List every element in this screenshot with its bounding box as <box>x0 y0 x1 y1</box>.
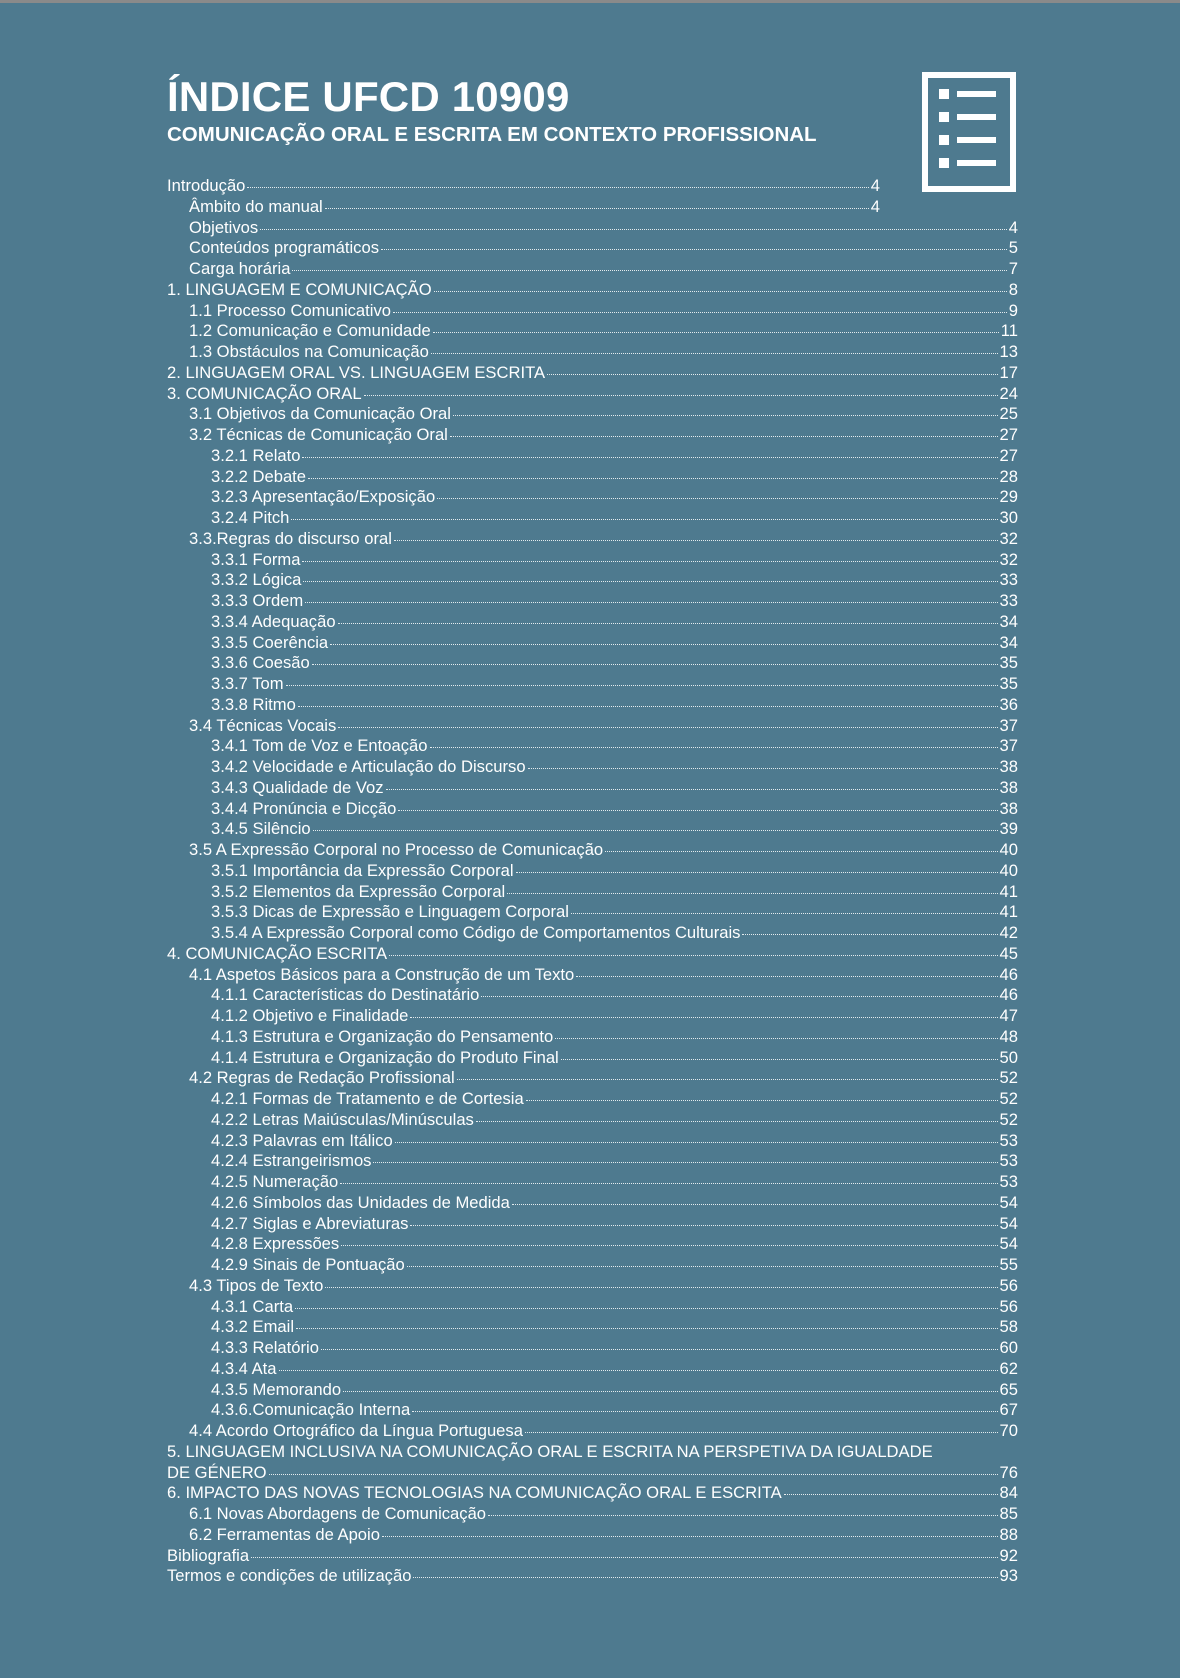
page-title: ÍNDICE UFCD 10909 <box>167 73 570 120</box>
toc-page-number: 33 <box>999 570 1018 590</box>
toc-page-number: 67 <box>999 1400 1018 1420</box>
toc-entry[interactable] <box>167 861 1018 882</box>
toc-dot-leader <box>407 1266 998 1267</box>
toc-page-number: 54 <box>999 1192 1018 1212</box>
toc-dot-leader <box>312 664 998 665</box>
toc-page-number: 76 <box>999 1462 1018 1482</box>
toc-entry-label: 3.2 Técnicas de Comunicação Oral <box>189 425 448 444</box>
toc-page-number: 47 <box>999 1006 1018 1025</box>
toc-dot-leader <box>430 747 998 748</box>
toc-dot-leader <box>561 1059 998 1060</box>
toc-dot-leader <box>488 1515 997 1516</box>
toc-entry[interactable] <box>167 633 1018 654</box>
toc-entry-label: 3.3.7 Tom <box>211 674 284 693</box>
toc-entry[interactable] <box>167 1193 1018 1214</box>
toc-entry-label: 3.4 Técnicas Vocais <box>189 715 337 735</box>
toc-dot-leader <box>605 851 997 852</box>
toc-entry-label: 4.3.1 Carta <box>211 1296 294 1316</box>
toc-entry-label: 3.3.3 Ordem <box>211 591 304 610</box>
toc-entry-label: 5. LINGUAGEM INCLUSIVA NA COMUNICAÇÃO ORAL E ESCRITA NA PERSPETIVA DA IGUALDADE <box>167 1441 933 1461</box>
toc-entry-label: 4.2 Regras de Redação Profissional <box>189 1068 455 1088</box>
toc-dot-leader <box>547 374 997 375</box>
toc-entry-label: 4. COMUNICAÇÃO ESCRITA <box>167 943 388 963</box>
toc-entry-label: 4.1.4 Estrutura e Organização do Produto Final <box>211 1047 559 1067</box>
toc-dot-leader <box>393 312 1007 313</box>
toc-page-number: 52 <box>999 1089 1018 1108</box>
toc-entry[interactable] <box>167 674 1018 695</box>
toc-page-number: 55 <box>999 1255 1018 1274</box>
toc-page-number: 41 <box>999 902 1018 922</box>
toc-dot-leader <box>325 208 869 209</box>
toc-entry[interactable] <box>167 840 1018 861</box>
toc-entry[interactable] <box>167 550 1018 571</box>
toc-entry-label: 6. IMPACTO DAS NOVAS TECNOLOGIAS NA COMUNICAÇÃO ORAL E ESCRITA <box>167 1483 782 1503</box>
toc-page-number: 92 <box>999 1545 1018 1565</box>
toc-page-number: 39 <box>999 819 1018 839</box>
toc-dot-leader <box>516 872 998 873</box>
toc-page-number: 54 <box>999 1213 1018 1233</box>
toc-dot-leader <box>321 1349 998 1350</box>
toc-entry-label: 3.3.8 Ritmo <box>211 694 296 714</box>
toc-entry-label: DE GÉNERO <box>167 1462 267 1482</box>
toc-dot-leader <box>308 478 998 479</box>
toc-entry-label: 4.4 Acordo Ortográfico da Língua Portuguesa <box>189 1421 523 1440</box>
toc-entry-label: 3.5.2 Elementos da Expressão Corporal <box>211 881 506 901</box>
toc-entry[interactable] <box>167 1089 1018 1110</box>
toc-page-number: 37 <box>999 736 1018 756</box>
toc-entry[interactable] <box>167 736 1018 757</box>
toc-entry[interactable] <box>167 467 1018 488</box>
toc-entry[interactable] <box>167 1566 1018 1587</box>
toc-dot-leader <box>247 187 868 188</box>
toc-entry[interactable] <box>167 716 1018 737</box>
toc-entry[interactable] <box>167 301 1018 322</box>
toc-dot-leader <box>434 291 1007 292</box>
toc-entry-label: 4.3.3 Relatório <box>211 1338 319 1357</box>
toc-dot-leader <box>330 644 997 645</box>
toc-dot-leader <box>507 893 997 894</box>
toc-entry[interactable] <box>167 1359 1018 1380</box>
toc-dot-leader <box>305 602 997 603</box>
toc-entry[interactable] <box>167 1297 1018 1318</box>
toc-entry-label: 4.1.1 Características do Destinatário <box>211 985 480 1005</box>
toc-page-number: 36 <box>999 694 1018 714</box>
toc-entry-label: 4.2.4 Estrangeirismos <box>211 1151 372 1171</box>
toc-page-number: 24 <box>999 383 1018 403</box>
toc-entry-label: 3.5.3 Dicas de Expressão e Linguagem Corporal <box>211 902 569 922</box>
toc-entry-label: 3.1 Objetivos da Comunicação Oral <box>189 404 451 424</box>
toc-dot-leader <box>251 1557 997 1558</box>
toc-entry[interactable] <box>167 944 1018 965</box>
toc-page-number: 11 <box>1000 321 1018 341</box>
toc-entry[interactable] <box>167 259 1018 280</box>
toc-entry[interactable] <box>167 1048 1018 1069</box>
toc-page-number: 54 <box>999 1234 1018 1254</box>
toc-entry-label: 4.2.7 Siglas e Abreviaturas <box>211 1213 409 1233</box>
toc-dot-leader <box>412 1411 997 1412</box>
toc-page-number: 53 <box>999 1130 1018 1150</box>
toc-entry-label: 3.2.1 Relato <box>211 445 301 465</box>
toc-entry[interactable] <box>167 882 1018 903</box>
toc-page-number: 33 <box>999 591 1018 610</box>
toc-dot-leader <box>291 519 997 520</box>
toc-page-number: 34 <box>999 611 1018 631</box>
toc-page-number: 53 <box>999 1151 1018 1171</box>
toc-entry[interactable] <box>167 757 1018 778</box>
toc-entry-label: 3.2.4 Pitch <box>211 508 290 527</box>
toc-entry-label: 3.5.1 Importância da Expressão Corporal <box>211 860 514 880</box>
toc-entry[interactable] <box>167 1172 1018 1193</box>
toc-page-number: 37 <box>999 715 1018 735</box>
toc-entry[interactable] <box>167 176 880 197</box>
toc-entry[interactable] <box>167 570 1018 591</box>
toc-entry-label: 4.3.2 Email <box>211 1317 295 1337</box>
toc-entry-label: 1.1 Processo Comunicativo <box>189 300 391 320</box>
toc-page-number: 50 <box>999 1047 1018 1067</box>
toc-page-number: 38 <box>999 798 1018 818</box>
toc-dot-leader <box>398 810 997 811</box>
toc-entry[interactable] <box>167 529 1018 550</box>
toc-entry-label: 3.4.2 Velocidade e Articulação do Discurso <box>211 757 526 776</box>
toc-dot-leader <box>431 353 998 354</box>
toc-page-number: 70 <box>999 1421 1018 1440</box>
toc-entry[interactable] <box>167 1006 1018 1027</box>
toc-dot-leader <box>292 270 1006 271</box>
toc-dot-leader <box>525 1432 998 1433</box>
toc-entry-label: Bibliografia <box>167 1545 250 1565</box>
toc-entry-label: 1.2 Comunicação e Comunidade <box>189 321 431 341</box>
toc-entry[interactable] <box>167 1463 1018 1484</box>
toc-entry[interactable] <box>167 1504 1018 1525</box>
toc-page-number: 93 <box>999 1566 1018 1586</box>
toc-entry[interactable] <box>167 1483 1018 1504</box>
toc-dot-leader <box>325 1287 997 1288</box>
toc-entry-label: 3.4.3 Qualidade de Voz <box>211 777 384 797</box>
toc-entry-label: 4.3.5 Memorando <box>211 1379 342 1399</box>
toc-page-number: 5 <box>1008 238 1018 258</box>
toc-entry[interactable] <box>167 1546 1018 1567</box>
toc-dot-leader <box>296 1328 998 1329</box>
toc-dot-leader <box>381 249 1007 250</box>
toc-page-number: 41 <box>999 881 1018 901</box>
toc-dot-leader <box>410 1017 997 1018</box>
toc-page-number: 58 <box>999 1317 1018 1337</box>
toc-entry[interactable] <box>167 1255 1018 1276</box>
toc-entry[interactable] <box>167 819 1018 840</box>
toc-entry[interactable] <box>167 1317 1018 1338</box>
toc-dot-leader <box>343 1391 997 1392</box>
toc-entry[interactable] <box>167 1151 1018 1172</box>
toc-entry[interactable] <box>167 923 1018 944</box>
toc-entry[interactable] <box>167 321 1018 342</box>
toc-dot-leader <box>382 1536 998 1537</box>
toc-dot-leader <box>453 415 998 416</box>
toc-dot-leader <box>555 1038 997 1039</box>
toc-dot-leader <box>450 436 998 437</box>
toc-entry[interactable] <box>167 965 1018 986</box>
toc-dot-leader <box>476 1121 998 1122</box>
toc-page-number: 27 <box>999 445 1018 465</box>
toc-entry-label: Objetivos <box>189 217 259 237</box>
toc-entry[interactable] <box>167 1442 1018 1463</box>
toc-entry-label: 4.2.6 Símbolos das Unidades de Medida <box>211 1192 510 1212</box>
toc-entry-label: Termos e condições de utilização <box>167 1566 412 1586</box>
toc-entry[interactable] <box>167 487 1018 508</box>
toc-dot-leader <box>394 540 998 541</box>
toc-page-number: 38 <box>999 777 1018 797</box>
toc-page-number: 4 <box>870 196 880 216</box>
toc-page-number: 62 <box>999 1358 1018 1378</box>
toc-entry-label: 3.2.2 Debate <box>211 466 307 486</box>
toc-page-number: 4 <box>870 176 880 195</box>
toc-page-number: 13 <box>999 342 1018 361</box>
toc-page-number: 56 <box>999 1275 1018 1295</box>
toc-page-number: 88 <box>999 1524 1018 1544</box>
toc-entry[interactable] <box>167 612 1018 633</box>
toc-entry[interactable] <box>167 1380 1018 1401</box>
toc-entry[interactable] <box>167 902 1018 923</box>
toc-page-number: 32 <box>999 549 1018 569</box>
toc-dot-leader <box>576 976 997 977</box>
toc-entry[interactable] <box>167 197 880 218</box>
toc-entry-label: 4.2.1 Formas de Tratamento e de Cortesia <box>211 1089 524 1108</box>
toc-entry-label: 3.3.2 Lógica <box>211 570 302 590</box>
page-subtitle: COMUNICAÇÃO ORAL E ESCRITA EM CONTEXTO PROFISSIONAL <box>167 123 817 146</box>
toc-dot-leader <box>298 706 998 707</box>
toc-page-number: 27 <box>999 425 1018 444</box>
toc-page-number: 48 <box>999 1026 1018 1046</box>
toc-page-number: 29 <box>999 487 1018 507</box>
toc-entry-label: 4.2.2 Letras Maiúsculas/Minúsculas <box>211 1109 474 1129</box>
toc-page-number: 42 <box>999 923 1018 942</box>
toc-dot-leader <box>528 768 998 769</box>
toc-entry-label: 3.3.Regras do discurso oral <box>189 528 392 548</box>
toc-page-number: 85 <box>999 1504 1018 1523</box>
toc-entry-label: 6.1 Novas Abordagens de Comunicação <box>189 1504 487 1523</box>
toc-entry[interactable] <box>167 342 1018 363</box>
toc-dot-leader <box>341 1245 997 1246</box>
toc-entry[interactable] <box>167 1421 1018 1442</box>
toc-entry-label: 3.3.4 Adequação <box>211 611 336 631</box>
toc-entry-label: 1.3 Obstáculos na Comunicação <box>189 342 429 361</box>
toc-entry-label: 4.3 Tipos de Texto <box>189 1275 324 1295</box>
toc-entry-label: 6.2 Ferramentas de Apoio <box>189 1524 380 1544</box>
toc-page-number: 56 <box>999 1296 1018 1316</box>
toc-page-number: 7 <box>1008 259 1018 278</box>
toc-entry[interactable] <box>167 1068 1018 1089</box>
toc-entry[interactable] <box>167 653 1018 674</box>
toc-page-number: 46 <box>999 985 1018 1005</box>
toc-dot-leader <box>389 955 997 956</box>
toc-dot-leader <box>269 1474 998 1475</box>
toc-entry[interactable] <box>167 1131 1018 1152</box>
toc-entry-label: 4.1 Aspetos Básicos para a Construção de um Texto <box>189 964 575 984</box>
toc-page-number: 45 <box>999 943 1018 963</box>
toc-page-number: 38 <box>999 757 1018 776</box>
toc-entry[interactable] <box>167 1234 1018 1255</box>
toc-entry[interactable] <box>167 1338 1018 1359</box>
toc-dot-leader <box>260 229 1007 230</box>
toc-dot-leader <box>338 727 997 728</box>
toc-dot-leader <box>302 561 997 562</box>
toc-dot-leader <box>338 623 998 624</box>
toc-page-number: 52 <box>999 1068 1018 1088</box>
toc-entry-label: 1. LINGUAGEM E COMUNICAÇÃO <box>167 279 432 299</box>
toc-dot-leader <box>386 789 998 790</box>
toc-entry[interactable] <box>167 1110 1018 1131</box>
toc-entry-label: 4.3.6.Comunicação Interna <box>211 1400 411 1420</box>
toc-dot-leader <box>481 996 997 997</box>
toc-dot-leader <box>742 934 997 935</box>
toc-dot-leader <box>437 498 997 499</box>
toc-entry-label: 3.5 A Expressão Corporal no Processo de Comunicação <box>189 840 604 859</box>
toc-dot-leader <box>526 1100 998 1101</box>
toc-entry-label: 3.3.1 Forma <box>211 549 301 569</box>
toc-entry-label: 4.2.8 Expressões <box>211 1234 340 1254</box>
toc-page-number: 60 <box>999 1338 1018 1357</box>
toc-entry[interactable] <box>167 1214 1018 1235</box>
toc-entry-label: 4.2.5 Numeração <box>211 1172 339 1191</box>
toc-page-number: 34 <box>999 632 1018 652</box>
toc-page-number: 30 <box>999 508 1018 527</box>
toc-entry[interactable] <box>167 218 1018 239</box>
toc-entry-label: 3.4.4 Pronúncia e Dicção <box>211 798 397 818</box>
toc-entry-label: 4.1.3 Estrutura e Organização do Pensamento <box>211 1026 554 1046</box>
toc-entry[interactable] <box>167 425 1018 446</box>
toc-entry-label: Conteúdos programáticos <box>189 238 380 258</box>
list-document-icon <box>922 72 1016 192</box>
toc-page-number: 17 <box>999 362 1018 382</box>
toc-entry[interactable] <box>167 985 1018 1006</box>
toc-entry-label: 4.3.4 Ata <box>211 1358 277 1378</box>
toc-page-number: 84 <box>999 1483 1018 1503</box>
toc-page-number: 28 <box>999 466 1018 486</box>
toc-entry[interactable] <box>167 363 1018 384</box>
toc-entry[interactable] <box>167 384 1018 405</box>
toc-entry-label: 4.2.3 Palavras em Itálico <box>211 1130 393 1150</box>
toc-entry-label: 4.1.2 Objetivo e Finalidade <box>211 1006 409 1025</box>
toc-entry-label: Carga horária <box>189 259 291 278</box>
toc-page-number: 40 <box>999 840 1018 859</box>
toc-entry-label: 3.4.1 Tom de Voz e Entoação <box>211 736 428 756</box>
toc-dot-leader <box>413 1577 997 1578</box>
toc-entry-label: 3.5.4 A Expressão Corporal como Código de Comportamentos Culturais <box>211 923 741 942</box>
toc-dot-leader <box>410 1225 997 1226</box>
toc-entry[interactable] <box>167 778 1018 799</box>
toc-page-number: 35 <box>999 674 1018 693</box>
toc-entry[interactable] <box>167 1400 1018 1421</box>
toc-page-number: 35 <box>999 653 1018 673</box>
table-of-contents <box>167 176 1018 1587</box>
toc-entry[interactable] <box>167 799 1018 820</box>
toc-entry-label: 3. COMUNICAÇÃO ORAL <box>167 383 362 403</box>
toc-dot-leader <box>784 1494 998 1495</box>
toc-entry[interactable] <box>167 1276 1018 1297</box>
toc-page-number: 9 <box>1008 300 1018 320</box>
toc-page-number: 52 <box>999 1109 1018 1129</box>
toc-entry[interactable] <box>167 446 1018 467</box>
toc-dot-leader <box>433 332 999 333</box>
toc-entry[interactable] <box>167 280 1018 301</box>
toc-entry[interactable] <box>167 591 1018 612</box>
toc-entry-label: Introdução <box>167 176 246 195</box>
toc-page-number: 32 <box>999 528 1018 548</box>
toc-entry[interactable] <box>167 508 1018 529</box>
toc-entry-label: 3.3.5 Coerência <box>211 632 329 652</box>
toc-entry-label: 4.2.9 Sinais de Pontuação <box>211 1255 405 1274</box>
toc-page-number: 65 <box>999 1379 1018 1399</box>
toc-dot-leader <box>340 1183 997 1184</box>
toc-dot-leader <box>364 395 998 396</box>
toc-dot-leader <box>571 913 998 914</box>
toc-dot-leader <box>295 1308 997 1309</box>
toc-dot-leader <box>512 1204 998 1205</box>
toc-entry[interactable] <box>167 1027 1018 1048</box>
toc-dot-leader <box>395 1142 998 1143</box>
toc-entry[interactable] <box>167 695 1018 716</box>
toc-dot-leader <box>279 1370 998 1371</box>
toc-dot-leader <box>286 685 998 686</box>
toc-page-number: 40 <box>999 860 1018 880</box>
toc-dot-leader <box>303 581 997 582</box>
toc-entry[interactable] <box>167 238 1018 259</box>
toc-dot-leader <box>457 1079 998 1080</box>
toc-page-number: 25 <box>999 404 1018 424</box>
toc-entry[interactable] <box>167 404 1018 425</box>
toc-entry[interactable] <box>167 1525 1018 1546</box>
toc-page-number: 8 <box>1008 279 1018 299</box>
toc-page-number: 53 <box>999 1172 1018 1191</box>
toc-dot-leader <box>302 457 997 458</box>
top-border <box>0 0 1180 3</box>
toc-dot-leader <box>373 1162 997 1163</box>
toc-entry-label: Âmbito do manual <box>189 196 323 216</box>
toc-entry-label: 3.3.6 Coesão <box>211 653 310 673</box>
toc-page-number: 4 <box>1008 217 1018 237</box>
toc-dot-leader <box>313 830 998 831</box>
toc-page-number: 46 <box>999 964 1018 984</box>
toc-entry-label: 3.2.3 Apresentação/Exposição <box>211 487 436 507</box>
page-header <box>167 72 817 148</box>
toc-entry-label: 2. LINGUAGEM ORAL VS. LINGUAGEM ESCRITA <box>167 362 546 382</box>
toc-entry-label: 3.4.5 Silêncio <box>211 819 311 839</box>
